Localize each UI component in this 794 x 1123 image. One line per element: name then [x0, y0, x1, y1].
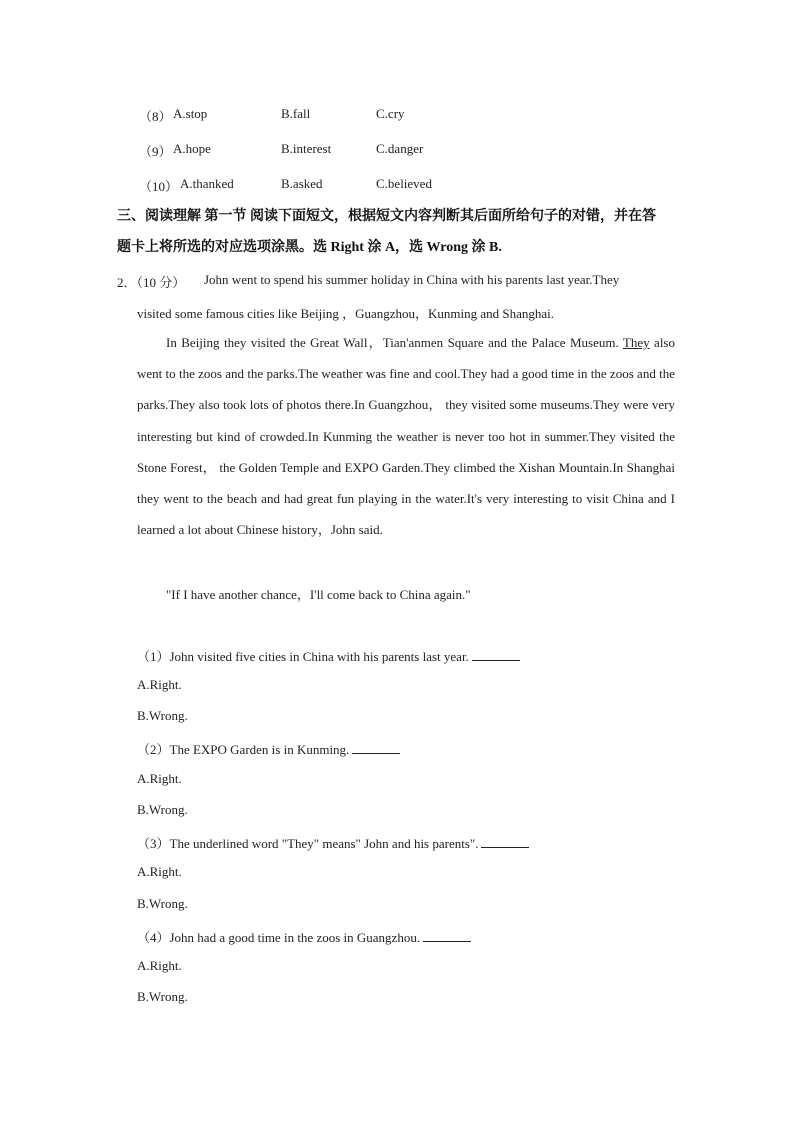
section-heading	[117, 201, 677, 263]
sub-question-text: （3）The underlined word "They" means" John and his parents".	[137, 833, 529, 852]
choice-b: B.Wrong.	[137, 989, 188, 1004]
sub-question-text: （2）The EXPO Garden is in Kunming.	[137, 739, 400, 758]
passage-text-rest: also went to the zoos and the parks.The weather was fine and cool.They had a good time in the zoos and the parks.They also took lots of photos there.In Guangzhou， they visited some museums.They were very interesting but kind of crowded.In Kunming the weather is never too hot in summer.They visited the Stone Forest， the Golden Temple and EXPO Garden.They climbed the Xishan Mountain.In Shanghai they went to the beach and had great fun playing in the water.It's very interesting to visit China and I learned a lot about Chinese history，John said.	[137, 335, 675, 538]
choice-a: A.Right.	[137, 958, 182, 973]
option-c: C.believed	[376, 176, 432, 191]
choice-a: A.Right.	[137, 771, 182, 786]
option-number: （8）	[139, 109, 172, 124]
option-a: A.thanked	[180, 176, 234, 191]
passage-line-1: John went to spend his summer holiday in China with his parents last year.They	[204, 272, 620, 287]
choice-a: A.Right.	[137, 677, 182, 692]
sub-question-text: （4）John had a good time in the zoos in Guangzhou.	[137, 927, 471, 946]
passage-paragraph-3: "If I have another chance，I'll come back to China again."	[166, 587, 471, 602]
option-b: B.interest	[281, 141, 332, 156]
option-b: B.asked	[281, 176, 323, 191]
answer-blank	[472, 650, 520, 661]
option-c: C.cry	[376, 106, 405, 121]
option-c: C.danger	[376, 141, 424, 156]
section-heading-line-1: 三、阅读理解 第一节 阅读下面短文，根据短文内容判断其后面所给句子的对错，并在答	[117, 209, 656, 224]
choice-b: B.Wrong.	[137, 708, 188, 723]
option-number: （10）	[139, 179, 179, 194]
choice-b: B.Wrong.	[137, 802, 188, 817]
choice-a: A.Right.	[137, 864, 182, 879]
answer-blank	[481, 837, 529, 848]
question-number: 2．（10 分）	[117, 275, 186, 290]
underlined-word-they: They	[622, 335, 650, 350]
option-number: （9）	[139, 144, 172, 159]
option-b: B.fall	[281, 106, 311, 121]
answer-blank	[423, 931, 471, 942]
passage-text: In Beijing they visited the Great Wall，Tian'anmen Square and the Palace Museum.	[166, 335, 619, 350]
section-heading-line-2: 题卡上将所选的对应选项涂黑。选 Right 涂 A，选 Wrong 涂 B.	[117, 240, 502, 255]
option-a: A.hope	[173, 141, 211, 156]
answer-blank	[352, 743, 400, 754]
option-a: A.stop	[173, 106, 208, 121]
passage-paragraph-2	[137, 327, 675, 545]
sub-question-text: （1）John visited five cities in China with his parents last year.	[137, 646, 520, 665]
choice-b: B.Wrong.	[137, 896, 188, 911]
passage-line-2: visited some famous cities like Beijing ，Guangzhou，Kunming and Shanghai.	[137, 306, 555, 321]
